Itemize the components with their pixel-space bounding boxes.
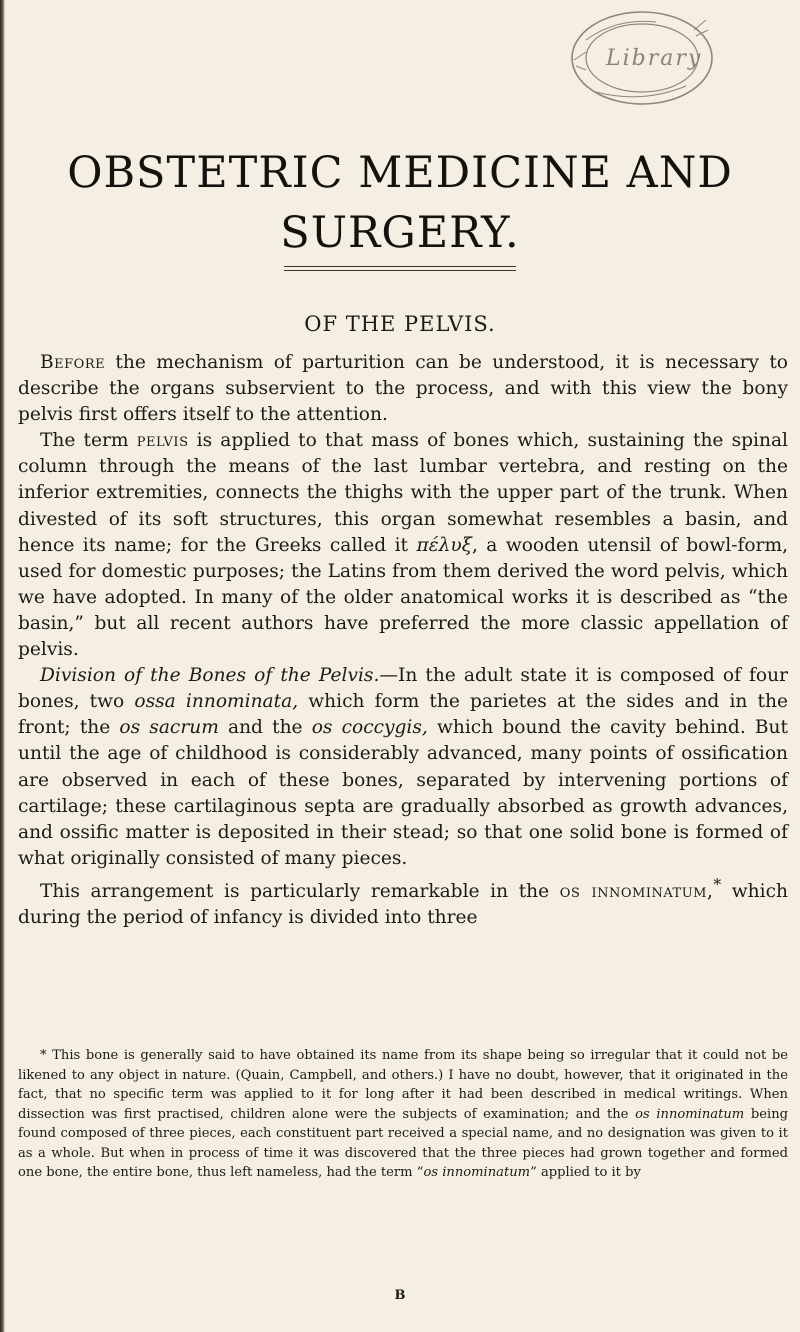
footnote-term: os innominatum	[423, 1165, 531, 1180]
paragraph-text: and the	[218, 717, 312, 739]
title-rule-bottom	[284, 270, 516, 271]
greek-word: πέλυξ	[416, 534, 472, 556]
term-os-coccygis: os coccygis,	[311, 717, 428, 739]
stamp-text: Library	[606, 46, 703, 71]
footnote-paragraph	[18, 1046, 788, 1183]
term-os-sacrum: os sacrum	[119, 717, 219, 739]
footnote-marker: *	[40, 1048, 53, 1063]
paragraph	[18, 872, 788, 931]
library-stamp	[556, 0, 714, 114]
signature-mark: B	[394, 1288, 406, 1303]
body-text	[18, 350, 788, 931]
paragraph-text: which form the parietes at the sides and in the front; the	[18, 691, 788, 739]
paragraph	[18, 428, 788, 663]
page-binding-edge	[0, 0, 5, 1332]
paragraph-text: This arrangement is particularly remarkable in the	[40, 881, 560, 903]
term-ossa-innominata: ossa innominata,	[134, 691, 299, 713]
paragraph-text: is applied to that mass of bones which, sustaining the spinal column through the means of the last lumbar vertebra, and resting on the inferior extremities, connects the thighs with the upper part of the trunk. When divested of its soft structures, this organ somewhat resembles a basin, and hence its name; for the Greeks called it	[18, 430, 788, 556]
term-pelvis: pelvis	[136, 430, 189, 452]
paragraph-text: which during the period of infancy is divided into three	[18, 881, 788, 929]
footnote	[18, 1046, 788, 1183]
footnote-marker[interactable]: *	[713, 875, 722, 894]
footnote-text: ” applied to it by	[530, 1165, 641, 1180]
paragraph-text: the mechanism of parturition can be understood, it is necessary to describe the organs subservient to the process, and with this view the bony pelvis first offers itself to the attention.	[18, 352, 788, 426]
paragraph	[18, 663, 788, 872]
footnote-text: This bone is generally said to have obtained its name from its shape being so irregular that it could not be likened to any object in nature. (Quain, Campbell, and others.) I have no doubt, however, that it originated in the fact, that no specific term was applied to it for long after it had been described in medical writings. When dissection was first practised, children alone were the subjects of examination; and the	[18, 1048, 788, 1122]
section-heading: OF THE PELVIS.	[304, 312, 496, 336]
paragraph-heading: Division of the Bones of the Pelvis.	[40, 665, 380, 687]
title-rule-top	[284, 266, 516, 267]
paragraph-text: which bound the cavity behind. But until the age of childhood is considerably advanced, many points of ossification are observed in each of these bones, separated by intervening portions of cartilage; these cartilaginous septa are gradually absorbed as growth advances, and ossific matter is deposited in their stead; so that one solid bone is formed of what originally consisted of many pieces.	[18, 717, 788, 869]
footnote-term: os innominatum	[635, 1106, 745, 1122]
title-line-1: OBSTETRIC MEDICINE AND	[67, 148, 733, 198]
footnote-text: being found composed of three pieces, each constituent part received a special name, and no designation was given to it as a whole. But when in process of time it was discovered that the three pieces had grown together and formed one bone, the entire bone, thus left nameless, had the term “	[18, 1106, 789, 1180]
paragraph	[18, 350, 788, 428]
paragraph-text: , a wooden utensil of bowl-form, used for domestic purposes; the Latins from them derived the word pelvis, which we have adopted. In many of the older anatomical works it is described as “the basin,” but all recent authors have preferred the more classic appellation of pelvis.	[18, 534, 788, 661]
term-os-innominatum: os innominatum,	[559, 881, 714, 903]
paragraph-lead: Before	[40, 352, 106, 373]
paragraph-text: —In the adult state it is composed of four bones, two	[18, 665, 788, 713]
paragraph-text: The term	[40, 430, 137, 452]
title-line-2: SURGERY.	[280, 208, 520, 258]
